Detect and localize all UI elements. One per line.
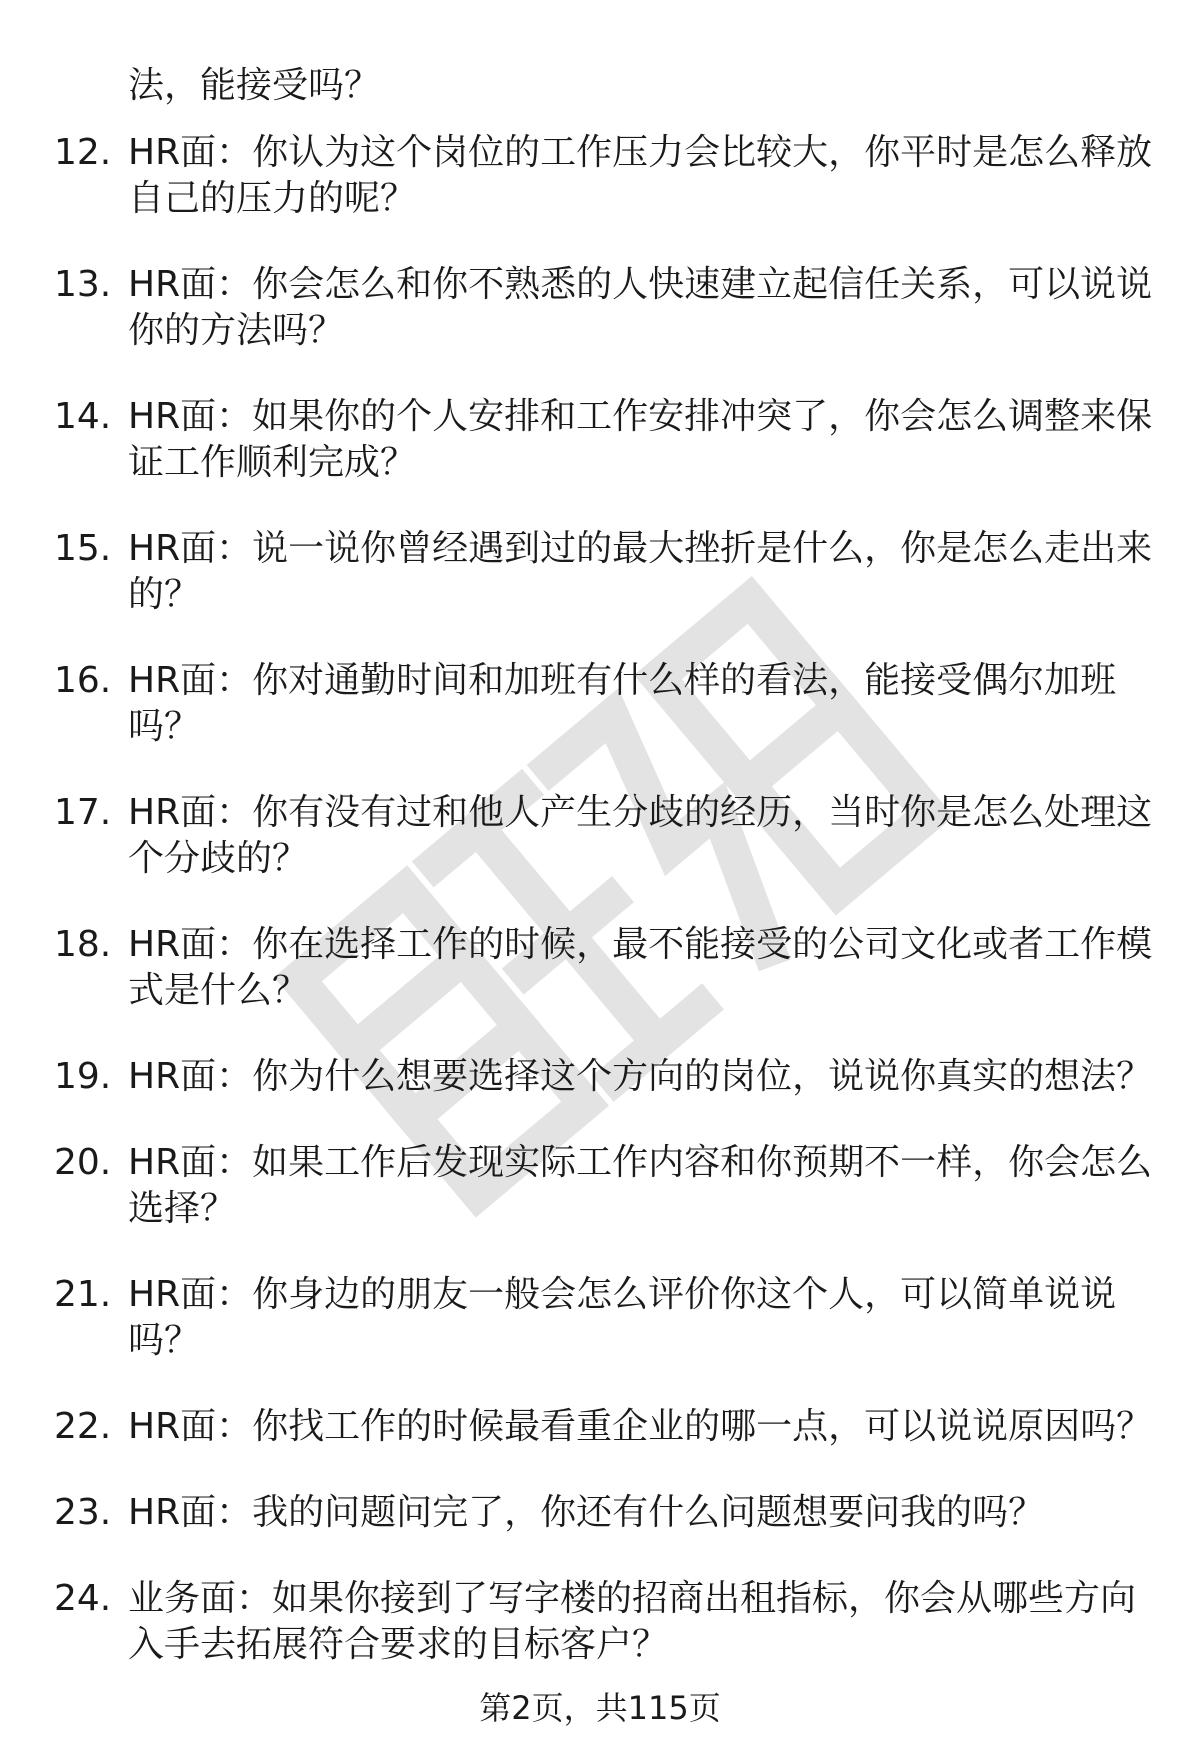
question-item-24: [0, 1576, 1200, 1668]
question-text: HR面：你身边的朋友一般会怎么评价你这个人，可以简单说说吗？: [128, 1274, 1117, 1361]
question-number: 21.: [54, 1274, 112, 1315]
question-item-15: [0, 526, 1200, 618]
question-item-23: [0, 1490, 1200, 1536]
question-number: 13.: [54, 264, 112, 305]
question-item-17: [0, 790, 1200, 882]
question-text: HR面：你有没有过和他人产生分歧的经历，当时你是怎么处理这个分歧的？: [128, 792, 1153, 879]
question-number: 23.: [54, 1492, 112, 1533]
continuation-text: 法，能接受吗？: [128, 65, 381, 106]
page-footer: 第2页，共115页: [479, 1689, 721, 1727]
question-number: 19.: [54, 1056, 112, 1097]
question-list: [0, 130, 1200, 1708]
question-text: HR面：你在选择工作的时候，最不能接受的公司文化或者工作模式是什么？: [128, 924, 1153, 1011]
question-item-16: [0, 658, 1200, 750]
question-text: HR面：你找工作的时候最看重企业的哪一点，可以说说原因吗？: [128, 1406, 1153, 1447]
question-item-21: [0, 1272, 1200, 1364]
question-item-12: [0, 130, 1200, 222]
question-number: 20.: [54, 1142, 112, 1183]
question-text: HR面：你认为这个岗位的工作压力会比较大，你平时是怎么释放自己的压力的呢？: [128, 132, 1153, 219]
question-text: 业务面：如果你接到了写字楼的招商出租指标，你会从哪些方向入手去拓展符合要求的目标客户？: [128, 1578, 1137, 1665]
question-item-18: [0, 922, 1200, 1014]
question-item-20: [0, 1140, 1200, 1232]
question-number: 24.: [54, 1578, 112, 1619]
question-number: 16.: [54, 660, 112, 701]
question-item-22: [0, 1404, 1200, 1450]
question-text: HR面：你对通勤时间和加班有什么样的看法，能接受偶尔加班吗？: [128, 660, 1117, 747]
question-text: HR面：你为什么想要选择这个方向的岗位，说说你真实的想法？: [128, 1056, 1153, 1097]
question-text: HR面：说一说你曾经遇到过的最大挫折是什么，你是怎么走出来的？: [128, 528, 1153, 615]
question-number: 15.: [54, 528, 112, 569]
question-item-19: [0, 1054, 1200, 1100]
question-number: 14.: [54, 396, 112, 437]
question-number: 17.: [54, 792, 112, 833]
question-text: HR面：如果你的个人安排和工作安排冲突了，你会怎么调整来保证工作顺利完成？: [128, 396, 1153, 483]
question-number: 18.: [54, 924, 112, 965]
question-number: 12.: [54, 132, 112, 173]
question-number: 22.: [54, 1406, 112, 1447]
question-text: HR面：你会怎么和你不熟悉的人快速建立起信任关系，可以说说你的方法吗？: [128, 264, 1153, 351]
question-item-14: [0, 394, 1200, 486]
question-text: HR面：我的问题问完了，你还有什么问题想要问我的吗？: [128, 1492, 1045, 1533]
question-item-13: [0, 262, 1200, 354]
question-text: HR面：如果工作后发现实际工作内容和你预期不一样，你会怎么选择？: [128, 1142, 1153, 1229]
